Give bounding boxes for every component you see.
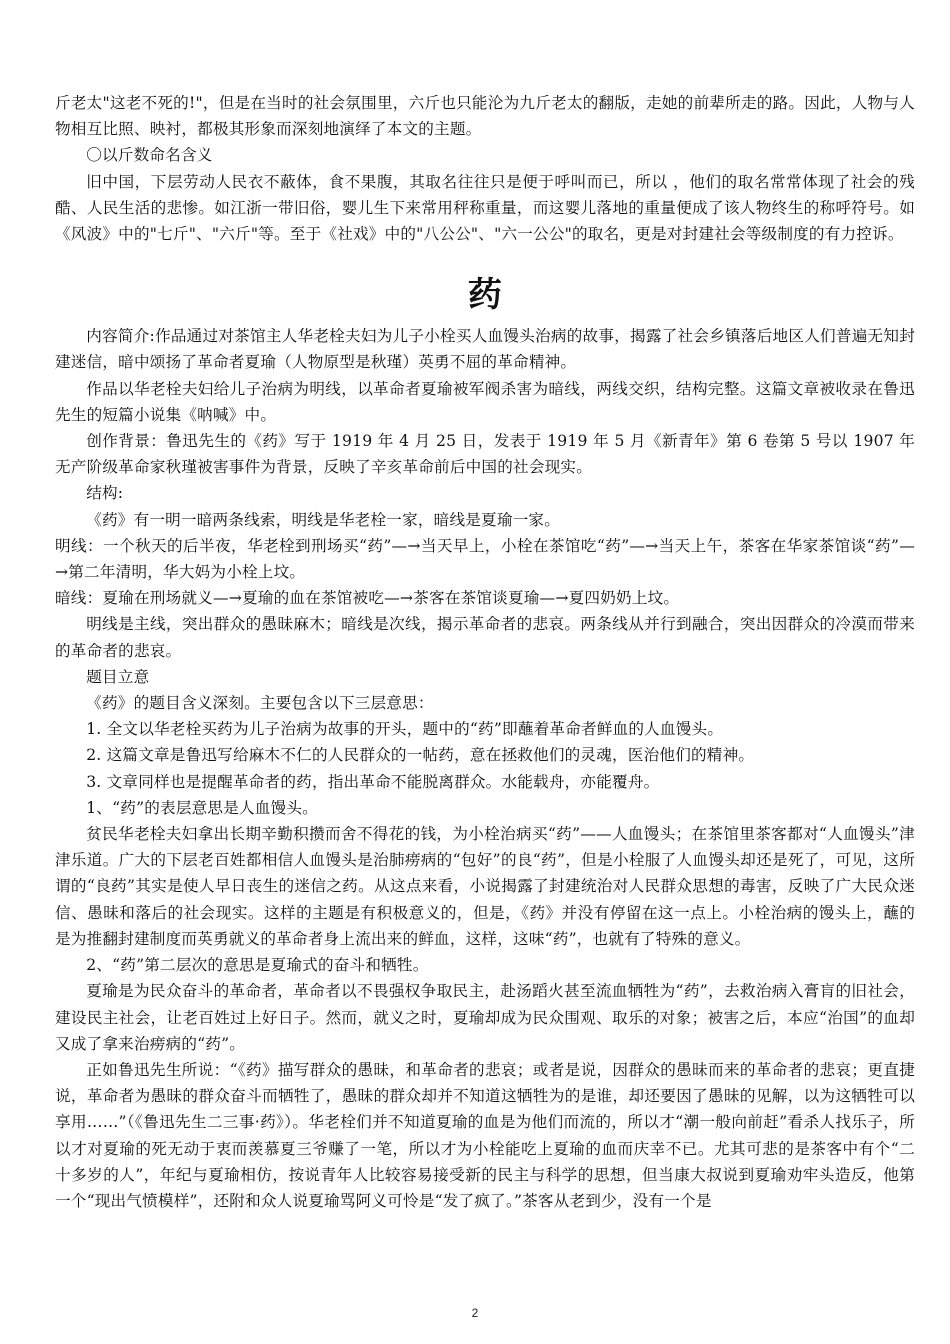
intro-section — [55, 90, 915, 247]
paragraph: 1. 全文以华老栓买药为儿子治病为故事的开头，题中的“药”即蘸着革命者鲜血的人血馒头。 — [86, 720, 724, 739]
paragraph: 作品以华老栓夫妇给儿子治病为明线，以革命者夏瑜被军阀杀害为暗线，两线交织，结构完整。这篇文章被收录在鲁迅先生的短篇小说集《呐喊》中。 — [55, 379, 915, 424]
paragraph: 贫民华老栓夫妇拿出长期辛勤积攒而舍不得花的钱，为小栓治病买“药”——人血馒头；在茶馆里茶客都对“人血馒头”津津乐道。广大的下层老百姓都相信人血馒头是治肺痨病的“包好”的良“药”，但是小栓服了人血馒头却还是死了，可见，这所谓的“良药”其实是使人早日丧生的迷信之药。从这点来看，小说揭露了封建统治对人民群众思想的毒害，反映了广大民众迷信、愚昧和落后的社会现实。这样的主题是有积极意义的，但是，《药》并没有停留在这一点上。小栓治病的馒头上，蘸的是为推翻封建制度而英勇就义的革命者身上流出来的鲜血，这样，这味“药”，也就有了特殊的意义。 — [55, 825, 915, 948]
page-number: 2 — [471, 1306, 479, 1320]
section-title: 药 — [467, 275, 503, 316]
paragraph: 内容简介:作品通过对茶馆主人华老栓夫妇为儿子小栓买人血馒头治病的故事，揭露了社会乡镇落后地区人们普遍无知封建迷信，暗中颂扬了革命者夏瑜（人物原型是秋瑾）英勇不屈的革命精神。 — [55, 327, 915, 372]
paragraph: 明线：一个秋天的后半夜，华老栓到刑场买“药”—→当天早上，小栓在茶馆吃“药”—→当天上午，茶客在华家茶馆谈“药”—→第二年清明，华大妈为小栓上坟。 — [55, 536, 915, 582]
paragraph: 1、“药”的表层意思是人血馒头。 — [86, 798, 318, 817]
paragraph: 〇以斤数命名含义 — [86, 146, 213, 165]
paragraph: 创作背景：鲁迅先生的《药》写于 1919 年 4 月 25 日，发表于 1919 年 5 月《新青年》第 6 卷第 5 号以 1907 年无产阶级革命家秋瑾被害事件为背景，反映了辛亥革命前后中国的社会现实。 — [55, 432, 915, 477]
paragraph: 2. 这篇文章是鲁迅写给麻木不仁的人民群众的一帖药，意在拯救他们的灵魂，医治他们的精神。 — [86, 746, 755, 765]
paragraph: 斤老太"这老不死的!"，但是在当时的社会氛围里，六斤也只能沦为九斤老太的翻版，走她的前辈所走的路。因此，人物与人物相互比照、映衬，都极其形象而深刻地演绎了本文的主题。 — [55, 94, 915, 139]
paragraph: 《药》有一明一暗两条线索，明线是华老栓一家，暗线是夏瑜一家。 — [86, 510, 561, 529]
paragraph: 明线是主线，突出群众的愚昧麻木；暗线是次线，揭示革命者的悲哀。两条线从并行到融合，突出因群众的冷漠而带来的革命者的悲哀。 — [55, 615, 915, 660]
paragraph: 3. 文章同样也是提醒革命者的药，指出革命不能脱离群众。水能载舟，亦能覆舟。 — [86, 772, 660, 791]
paragraph: 2、“药”第二层次的意思是夏瑜式的奋斗和牺牲。 — [86, 956, 429, 975]
document-content — [55, 90, 915, 1214]
paragraph: 夏瑜是为民众奋斗的革命者，革命者以不畏强权争取民主，赴汤蹈火甚至流血牺牲为“药”，去救治病入膏肓的旧社会，建设民主社会，让老百姓过上好日子。然而，就义之时，夏瑜却成为民众围观、取乐的对象；被害之后，本应“治国”的血却又成了拿来治痨病的“药”。 — [55, 982, 915, 1053]
body-section — [55, 323, 915, 1214]
paragraph: 旧中国，下层劳动人民衣不蔽体，食不果腹，其取名往往只是便于呼叫而已，所以 ，他们的取名常常体现了社会的残酷、人民生活的悲惨。如江浙一带旧俗，婴儿生下来常用秤称重量，而这婴儿落地的重量便成了该人物终生的称呼符号。如《风波》中的"七斤"、"六斤"等。至于《社戏》中的"八公公"、"六一公公"的取名，更是对封建社会等级制度的有力控诉。 — [55, 172, 915, 244]
paragraph: 《药》的题目含义深刻。主要包含以下三层意思： — [86, 694, 434, 713]
paragraph: 结构: — [86, 484, 124, 503]
paragraph: 暗线：夏瑜在刑场就义—→夏瑜的血在茶馆被吃—→茶客在茶馆谈夏瑜—→夏四奶奶上坟。 — [55, 589, 680, 608]
section-gap — [55, 247, 915, 261]
paragraph: 正如鲁迅先生所说：“《药》描写群众的愚昧，和革命者的悲哀；或者是说，因群众的愚昧而来的革命者的悲哀；更直捷说，革命者为愚昧的群众奋斗而牺牲了，愚昧的群众却并不知道这牺牲为的是谁，却还要因了愚昧的见解，以为这牺牲可以享用……”（《鲁迅先生二三事·药》）。华老栓们并不知道夏瑜的血是为他们而流的，所以才“潮一般向前赶”看杀人找乐子，所以才对夏瑜的死无动于衷而羡慕夏三爷赚了一笔，所以才为小栓能吃上夏瑜的血而庆幸不已。尤其可悲的是茶客中有个“二十多岁的人”，年纪与夏瑜相仿，按说青年人比较容易接受新的民主与科学的思想，但当康大叔说到夏瑜劝牢头造反，他第一个“现出气愤模样”，还附和众人说夏瑜骂阿义可怜是“发了疯了。”茶客从老到少，没有一个是 — [55, 1060, 915, 1210]
paragraph: 题目立意 — [86, 667, 150, 686]
